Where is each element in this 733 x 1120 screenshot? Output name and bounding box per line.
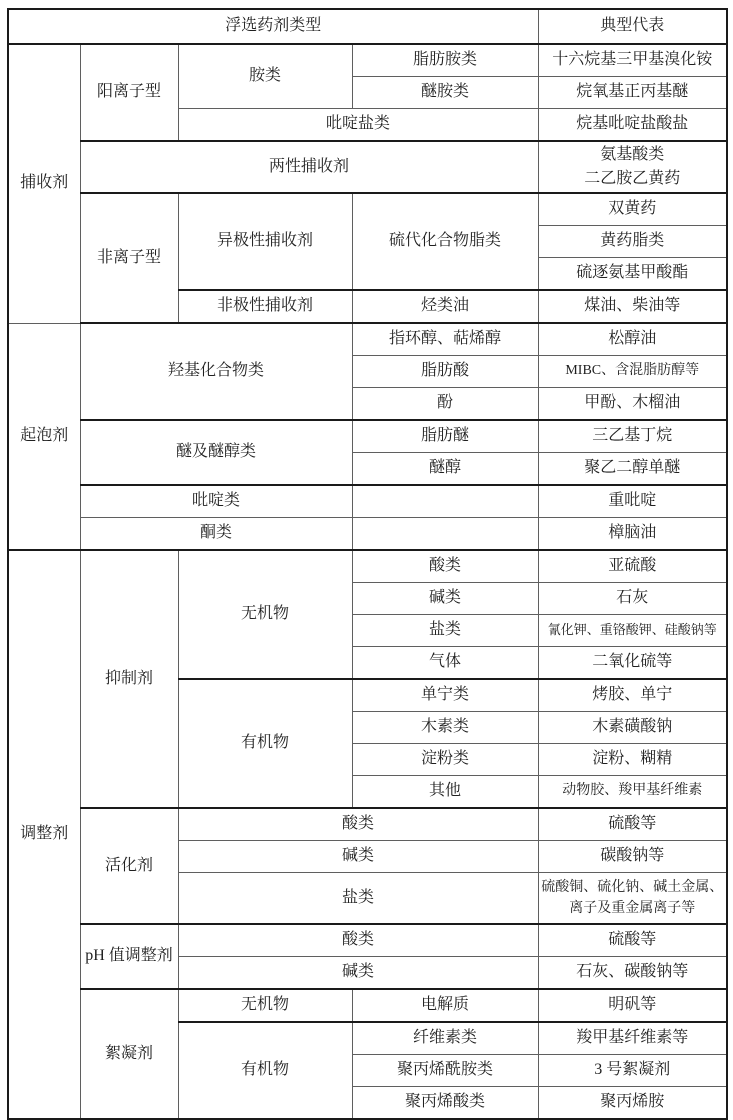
cell-tannin-rep: 烤胶、单宁 <box>538 679 727 712</box>
cell-thio-rep2: 黄药脂类 <box>538 226 727 258</box>
cell-phenol: 酚 <box>352 388 538 421</box>
cell-cationic: 阳离子型 <box>80 44 178 141</box>
cell-inhibitor-gas-rep: 二氧化硫等 <box>538 647 727 680</box>
cell-polyacrylamide: 聚丙烯酰胺类 <box>352 1055 538 1087</box>
cell-pyridines-rep: 重吡啶 <box>538 485 727 518</box>
cell-inhibitor-alkali: 碱类 <box>352 583 538 615</box>
cell-inhibitor-alkali-rep: 石灰 <box>538 583 727 615</box>
cell-activator-alkali-rep: 碳酸钠等 <box>538 841 727 873</box>
cell-lignin-rep: 木素磺酸钠 <box>538 712 727 744</box>
cell-fatty-amines-rep: 十六烷基三甲基溴化铵 <box>538 44 727 77</box>
cell-pyridines-empty <box>352 485 538 518</box>
cell-heteropolar: 异极性捕收剂 <box>178 193 352 290</box>
cell-ether-alcohol-rep: 聚乙二醇单醚 <box>538 453 727 486</box>
cell-inhibitor-gas: 气体 <box>352 647 538 680</box>
cell-collector-group: 捕收剂 <box>8 44 80 323</box>
cell-starch-rep: 淀粉、糊精 <box>538 744 727 776</box>
cell-hydroxyl: 羟基化合物类 <box>80 323 352 420</box>
header-representative: 典型代表 <box>538 9 727 44</box>
cell-starch: 淀粉类 <box>352 744 538 776</box>
cell-fatty-ether-rep: 三乙基丁烷 <box>538 420 727 453</box>
cell-nonpolar: 非极性捕收剂 <box>178 290 352 323</box>
cell-nonionic: 非离子型 <box>80 193 178 323</box>
cell-inhibitor-salt-rep: 氰化钾、重铬酸钾、硅酸钠等 <box>538 615 727 647</box>
cell-hydrocarbon-rep: 煤油、柴油等 <box>538 290 727 323</box>
cell-activator-salt-rep-line2: 离子及重金属离子等 <box>569 901 696 916</box>
cell-inhibitor-acid: 酸类 <box>352 550 538 583</box>
cell-activator-acid: 酸类 <box>178 808 538 841</box>
cell-inhibitor: 抑制剂 <box>80 550 178 808</box>
cell-ketones: 酮类 <box>80 518 352 551</box>
cell-other: 其他 <box>352 776 538 809</box>
flotation-reagent-table <box>7 8 728 1120</box>
cell-flocculant: 絮凝剂 <box>80 989 178 1119</box>
cell-ph-alkali: 碱类 <box>178 957 538 990</box>
cell-inorganic: 无机物 <box>178 550 352 679</box>
cell-lignin: 木素类 <box>352 712 538 744</box>
cell-polyacrylate: 聚丙烯酸类 <box>352 1087 538 1120</box>
cell-ether-amines-rep: 烷氧基正丙基醚 <box>538 77 727 109</box>
cell-ph-alkali-rep: 石灰、碳酸钠等 <box>538 957 727 990</box>
cell-regulator-group: 调整剂 <box>8 550 80 1119</box>
cell-activator-alkali: 碱类 <box>178 841 538 873</box>
cell-amphoteric-rep-line1: 氨基酸类 <box>600 146 665 163</box>
cell-phenol-rep: 甲酚、木榴油 <box>538 388 727 421</box>
cell-inhibitor-acid-rep: 亚硫酸 <box>538 550 727 583</box>
cell-other-rep: 动物胶、羧甲基纤维素 <box>538 776 727 809</box>
cell-floc-inorganic: 无机物 <box>178 989 352 1022</box>
cell-electrolyte-rep: 明矾等 <box>538 989 727 1022</box>
cell-thio-rep1: 双黄药 <box>538 193 727 226</box>
cell-amines: 胺类 <box>178 44 352 109</box>
cell-electrolyte: 电解质 <box>352 989 538 1022</box>
cell-fatty-acid-rep: MIBC、含混脂肪醇等 <box>538 356 727 388</box>
cell-thio-rep3: 硫逐氨基甲酸酯 <box>538 258 727 291</box>
cell-activator-salt: 盐类 <box>178 873 538 925</box>
cell-floc-organic: 有机物 <box>178 1022 352 1119</box>
cell-ethers: 醚及醚醇类 <box>80 420 352 485</box>
header-reagent-type: 浮选药剂类型 <box>8 9 538 44</box>
cell-ether-alcohol: 醚醇 <box>352 453 538 486</box>
cell-cellulose-rep: 羧甲基纤维素等 <box>538 1022 727 1055</box>
cell-tannin: 单宁类 <box>352 679 538 712</box>
cell-amphoteric-rep <box>538 141 727 193</box>
cell-inhibitor-salt: 盐类 <box>352 615 538 647</box>
cell-pyridinium: 吡啶盐类 <box>178 109 538 142</box>
cell-thio-compounds: 硫代化合物脂类 <box>352 193 538 290</box>
cell-organic: 有机物 <box>178 679 352 808</box>
cell-polyacrylamide-rep: 3 号絮凝剂 <box>538 1055 727 1087</box>
cell-activator-acid-rep: 硫酸等 <box>538 808 727 841</box>
cell-frother-group: 起泡剂 <box>8 323 80 550</box>
cell-cellulose: 纤维素类 <box>352 1022 538 1055</box>
cell-polyacrylate-rep: 聚丙烯胺 <box>538 1087 727 1120</box>
cell-ph-acid: 酸类 <box>178 924 538 957</box>
cell-activator: 活化剂 <box>80 808 178 924</box>
cell-activator-salt-rep-line1: 硫酸铜、硫化钠、碱土金属、 <box>541 880 724 895</box>
cell-pyridinium-rep: 烷基吡啶盐酸盐 <box>538 109 727 142</box>
cell-fatty-acid: 脂肪酸 <box>352 356 538 388</box>
cell-fatty-amines: 脂肪胺类 <box>352 44 538 77</box>
cell-ph-adjuster: pH 值调整剂 <box>80 924 178 989</box>
cell-ether-amines: 醚胺类 <box>352 77 538 109</box>
cell-cyclic-terpene-rep: 松醇油 <box>538 323 727 356</box>
cell-fatty-ether: 脂肪醚 <box>352 420 538 453</box>
cell-cyclic-terpene: 指环醇、萜烯醇 <box>352 323 538 356</box>
cell-ketones-rep: 樟脑油 <box>538 518 727 551</box>
cell-ketones-empty <box>352 518 538 551</box>
cell-amphoteric: 两性捕收剂 <box>80 141 538 193</box>
cell-amphoteric-rep-line2: 二乙胺乙黄药 <box>584 170 681 187</box>
cell-ph-acid-rep: 硫酸等 <box>538 924 727 957</box>
cell-activator-salt-rep <box>538 873 727 925</box>
cell-hydrocarbon-oil: 烃类油 <box>352 290 538 323</box>
cell-pyridines: 吡啶类 <box>80 485 352 518</box>
